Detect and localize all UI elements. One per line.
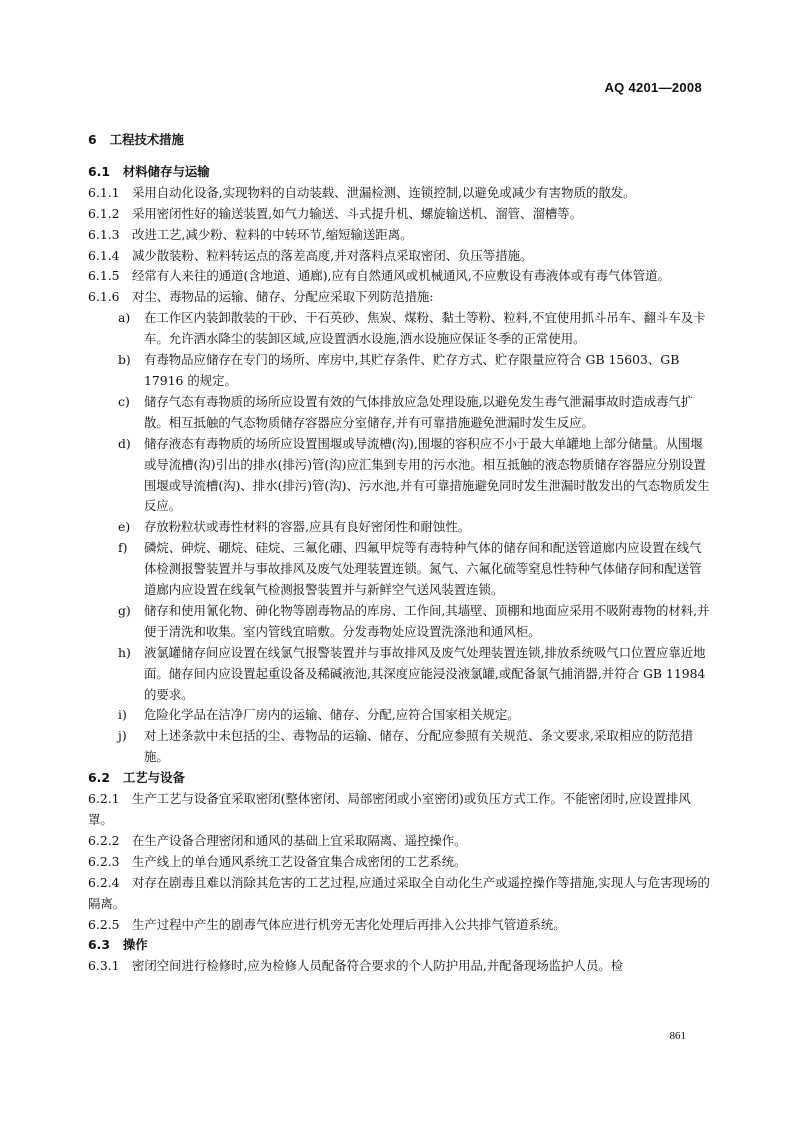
clause [88, 183, 710, 204]
subsection-number: 6.3 [88, 937, 110, 953]
list-item [88, 726, 710, 768]
clause [88, 287, 710, 308]
item-label: i) [118, 707, 127, 723]
item-label: g) [118, 602, 131, 618]
clause-number: 6.1.1 [88, 184, 120, 200]
clause-text: 在生产设备合理密闭和通风的基础上宜采取隔离、遥控操作。 [132, 832, 467, 848]
list-item [88, 350, 710, 392]
clause-number: 6.2.1 [88, 791, 120, 807]
document-body [88, 130, 710, 977]
clause-number: 6.1.5 [88, 268, 120, 284]
clause [88, 789, 710, 831]
item-label: b) [118, 352, 131, 368]
subsection-heading-6-1 [88, 162, 710, 183]
clause [88, 225, 710, 246]
clause-number: 6.1.4 [88, 247, 120, 263]
section-number: 6 [88, 132, 97, 147]
item-label: d) [118, 435, 131, 451]
clause [88, 915, 710, 936]
clause-number: 6.2.4 [88, 874, 120, 890]
clause-text: 对尘、毒物品的运输、储存、分配应采取下列防范措施: [132, 289, 434, 305]
item-text: 储存气态有毒物质的场所应设置有效的气体排放应急处理设施,以避免发生毒气泄漏事故时造成毒气扩散。相互抵触的气态物质储存容器应分室储存,并有可靠措施避免泄漏时发生反应。 [144, 393, 694, 430]
clause-text: 对存在剧毒且难以消除其危害的工艺过程,应通过采取全自动化生产或遥控操作等措施,实现人与危害现场的隔离。 [88, 874, 710, 911]
clause [88, 956, 710, 977]
clause-number: 6.3.1 [88, 958, 120, 974]
clause-text: 经常有人来往的通道(含地道、通廊),应有自然通风或机械通风,不应敷设有毒液体或有毒气体管道。 [132, 268, 670, 284]
clause [88, 266, 710, 287]
clause-text: 生产工艺与设备宜采取密闭(整体密闭、局部密闭或小室密闭)或负压方式工作。不能密闭时,应设置排风罩。 [88, 791, 691, 827]
item-label: a) [118, 310, 131, 326]
list-item [88, 705, 710, 726]
clause-text: 采用密闭性好的输送装置,如气力输送、斗式提升机、螺旋输送机、溜管、溜槽等。 [132, 205, 583, 221]
subsection-number: 6.1 [88, 163, 110, 179]
list-item [88, 392, 710, 434]
clause-text: 改进工艺,减少粉、粒料的中转环节,缩短输送距离。 [132, 226, 413, 242]
clause [88, 246, 710, 267]
item-text: 危险化学品在洁净厂房内的运输、储存、分配,应符合国家相关规定。 [144, 707, 520, 723]
list-item [88, 538, 710, 601]
list-item [88, 517, 710, 538]
standard-code: AQ 4201—2008 [604, 80, 702, 95]
clause [88, 852, 710, 873]
item-text: 存放粉粒状或毒性材料的容器,应具有良好密闭性和耐蚀性。 [144, 519, 471, 535]
section-heading-6 [88, 130, 710, 151]
item-text: 磷烷、砷烷、硼烷、硅烷、三氟化硼、四氟甲烷等有毒特种气体的储存间和配送管道廊内应设置在线气体检测报警装置并与事故排风及废气处理装置连锁。氮气、六氟化硫等窒息性特种气体储存间和配送管道廊内应设置在线氧气检测报警装置并与新鲜空气送风装置连锁。 [144, 540, 702, 598]
clause [88, 831, 710, 852]
clause-text: 生产线上的单台通风系统工艺设备宜集合成密闭的工艺系统。 [132, 853, 467, 869]
section-title: 工程技术措施 [109, 132, 184, 147]
clause-text: 生产过程中产生的剧毒气体应进行机旁无害化处理后再排入公共排气管道系统。 [132, 916, 566, 932]
list-item [88, 643, 710, 706]
clause [88, 873, 710, 915]
clause [88, 204, 710, 225]
clause-number: 6.2.3 [88, 853, 120, 869]
clause-number: 6.1.6 [88, 289, 120, 305]
item-text: 储存液态有毒物质的场所应设置围堰或导流槽(沟),围堰的容积应不小于最大单罐地上部分储量。从围堰或导流槽(沟)引出的排水(排污)管(沟)应汇集到专用的污水池。相互抵触的液态物质储存容器应分别设置围堰或导流槽(沟)、排水(排污)管(沟)、污水池,并有可靠措施避免同时发生泄漏时散发出的气态物质发生反应。 [144, 435, 710, 514]
item-text: 液氯罐储存间应设置在线氯气报警装置并与事故排风及废气处理装置连锁,排放系统吸气口位置应靠近地面。储存间内应设置起重设备及稀碱液池,其深度应能浸没液氯罐,或配备氯气捕消器,并符合 GB 11984 的要求。 [144, 644, 706, 702]
item-text: 储存和使用氰化物、砷化物等剧毒物品的库房、工作间,其墙壁、顶棚和地面应采用不吸附毒物的材料,并便于清洗和收集。室内管线宜暗敷。分发毒物处应设置洗涤池和通风柜。 [144, 602, 710, 639]
clause-text: 采用自动化设备,实现物料的自动装载、泄漏检测、连锁控制,以避免或减少有害物质的散发。 [132, 184, 636, 200]
clause-text: 减少散装粉、粒料转运点的落差高度,并对落料点采取密闭、负压等措施。 [132, 247, 533, 263]
item-label: h) [118, 644, 131, 660]
subsection-title: 材料储存与运输 [122, 163, 210, 179]
item-text: 在工作区内装卸散装的干砂、干石英砂、焦炭、煤粉、黏土等粉、粒料,不宜使用抓斗吊车、翻斗车及卡车。允许洒水降尘的装卸区域,应设置洒水设施,洒水设施应保证冬季的正常使用。 [144, 310, 706, 347]
item-label: e) [118, 519, 131, 535]
clause-number: 6.2.5 [88, 916, 120, 932]
item-text: 对上述条款中未包括的尘、毒物品的运输、储存、分配应参照有关规范、条文要求,采取相应的防范措施。 [144, 728, 694, 765]
clause-number: 6.1.2 [88, 205, 120, 221]
clause-number: 6.1.3 [88, 226, 120, 242]
clause-number: 6.2.2 [88, 832, 120, 848]
clause-text: 密闭空间进行检修时,应为检修人员配备符合要求的个人防护用品,并配备现场监护人员。检 [132, 958, 624, 974]
list-item [88, 434, 710, 518]
item-label: f) [118, 540, 128, 556]
subsection-heading-6-3 [88, 935, 710, 956]
subsection-title: 操作 [122, 937, 148, 953]
item-label: c) [118, 393, 130, 409]
subsection-title: 工艺与设备 [122, 770, 185, 786]
page-number: 861 [669, 1030, 686, 1042]
subsection-number: 6.2 [88, 770, 110, 786]
subsection-heading-6-2 [88, 768, 710, 789]
list-item [88, 308, 710, 350]
list-item [88, 601, 710, 643]
item-label: j) [118, 728, 127, 744]
item-text: 有毒物品应储存在专门的场所、库房中,其贮存条件、贮存方式、贮存限量应符合 GB 15603、GB 17916 的规定。 [144, 352, 680, 388]
